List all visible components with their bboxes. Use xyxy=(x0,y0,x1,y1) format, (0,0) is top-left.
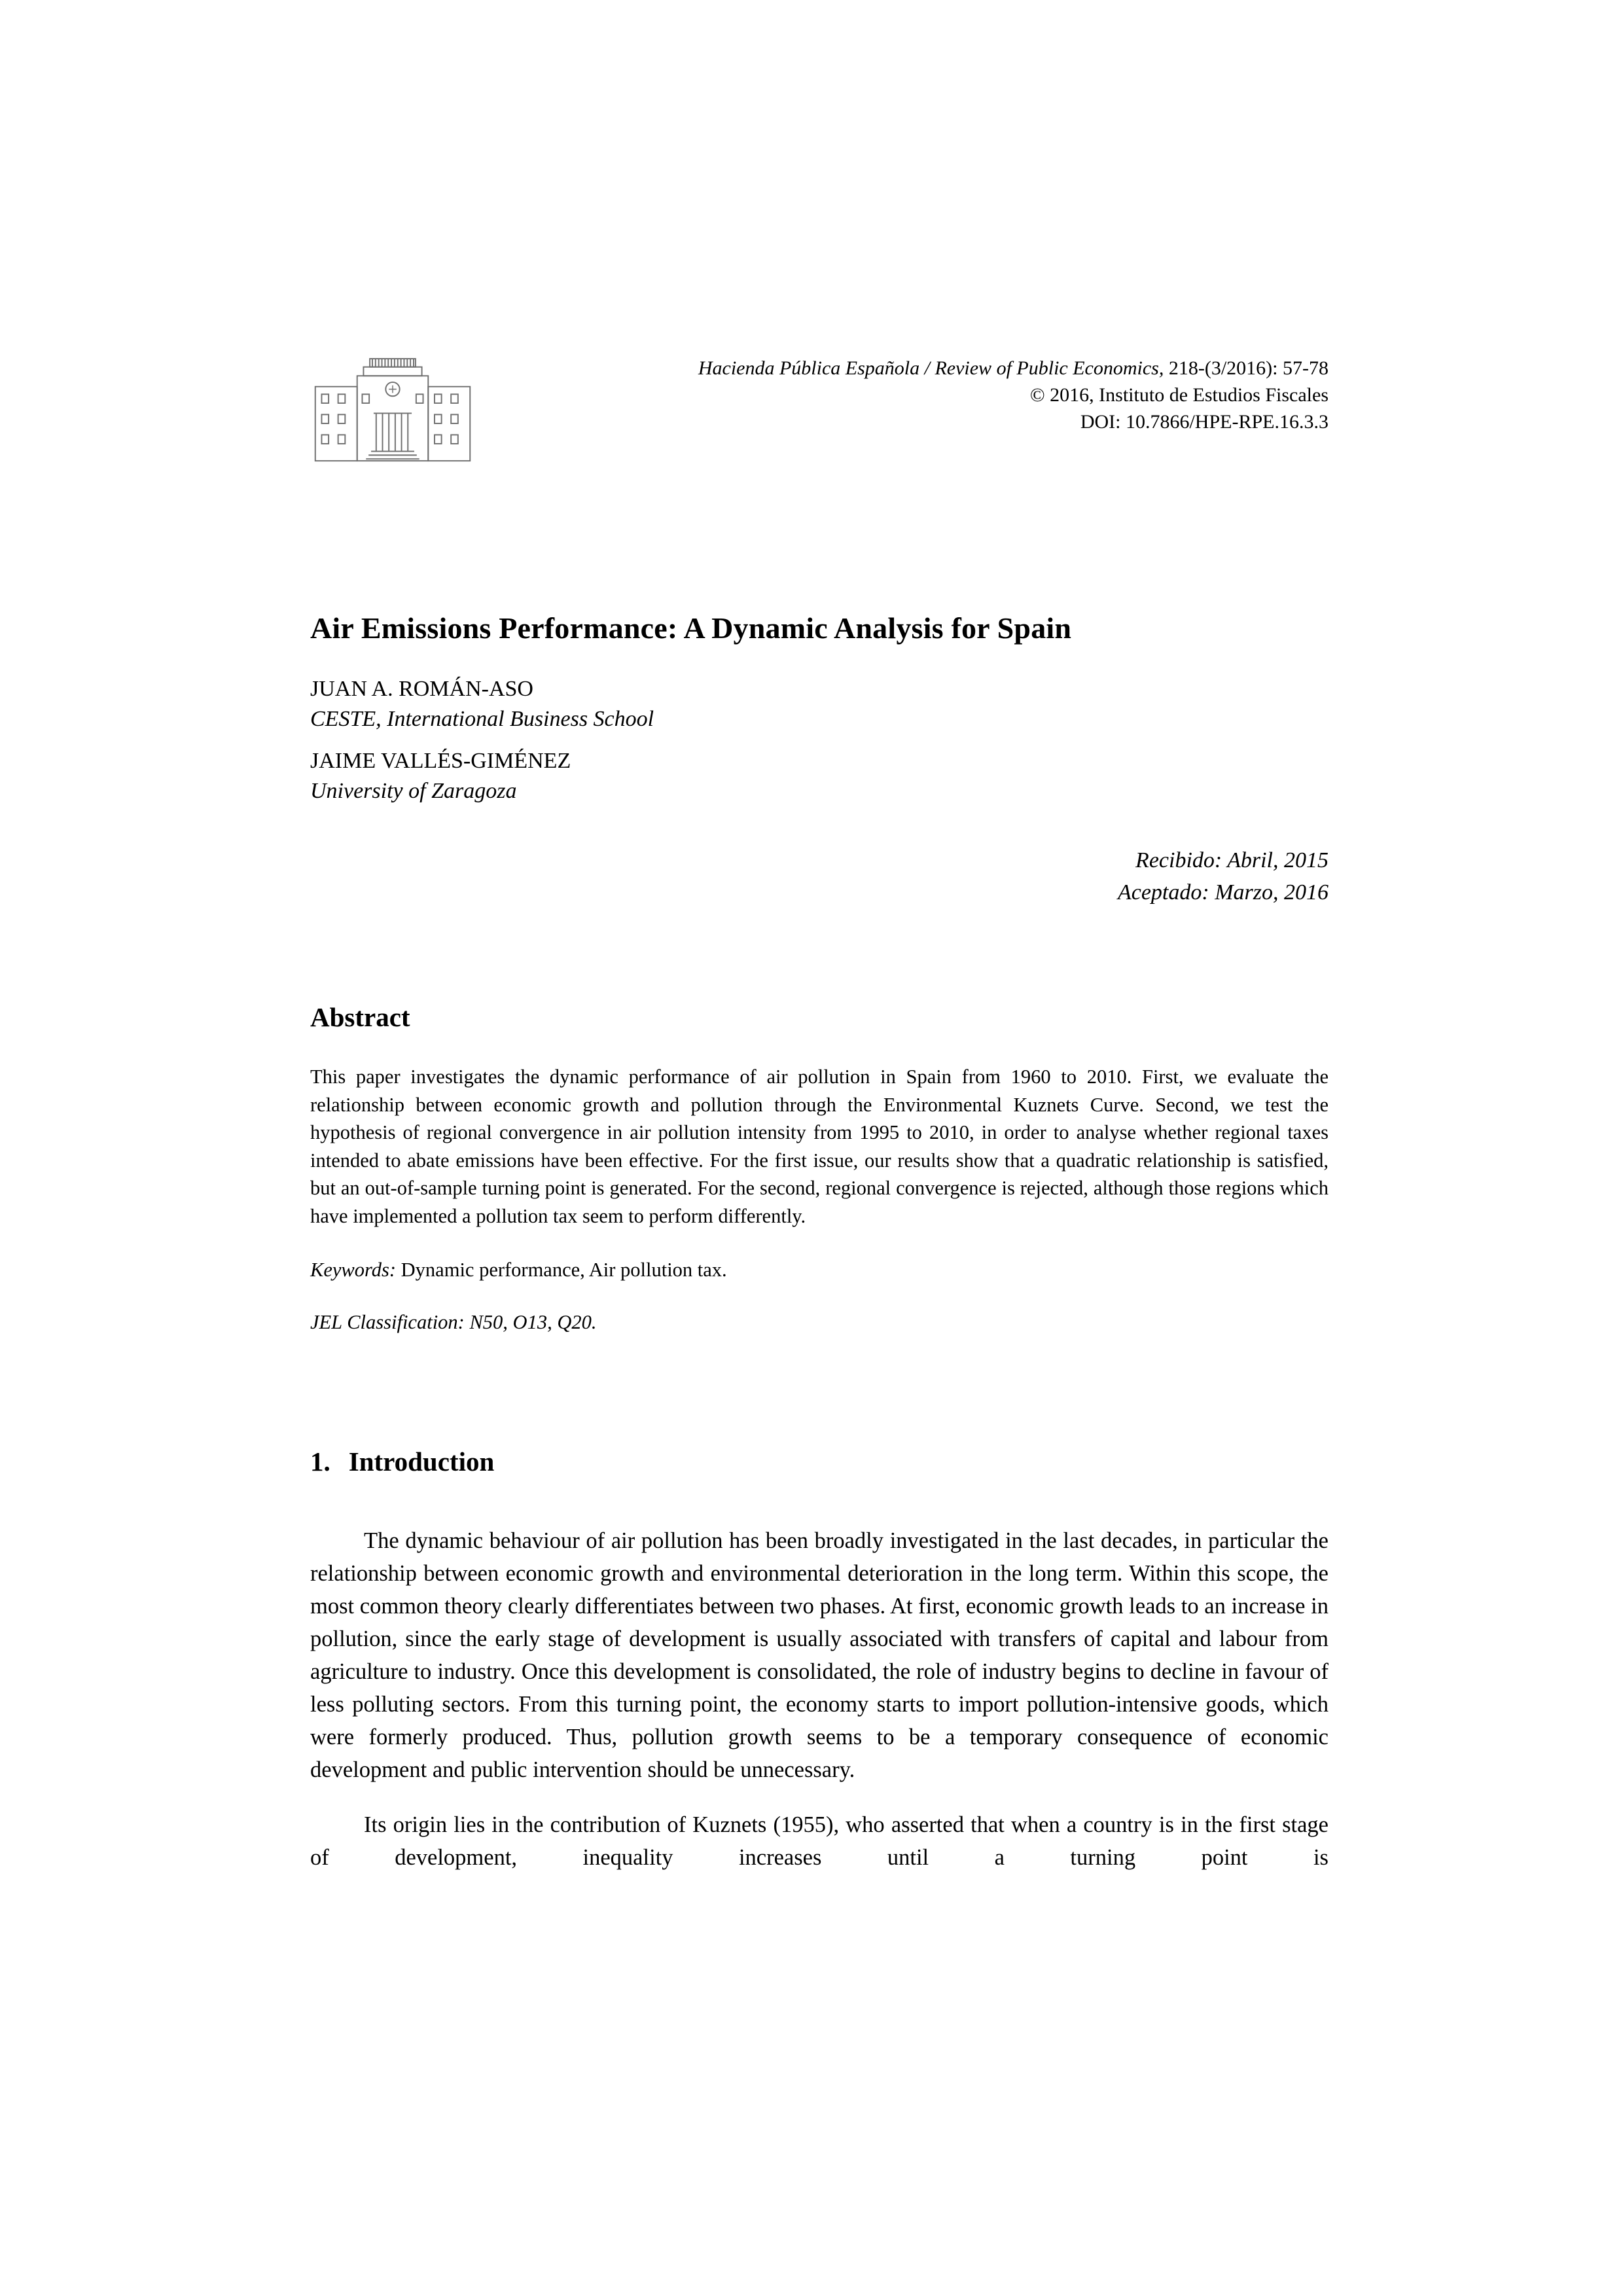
author-affiliation: CESTE, International Business School xyxy=(310,707,654,731)
accepted-date: Aceptado: Marzo, 2016 xyxy=(1117,880,1329,905)
author-2 xyxy=(310,746,1329,806)
keywords-line xyxy=(310,1256,1329,1283)
dates-block xyxy=(310,844,1329,908)
intro-paragraph-2: Its origin lies in the contribution of Kuznets (1955), who asserted that when a country is in the first stage of development, inequality increases until a turning point is xyxy=(310,1812,1329,1870)
doi-line: DOI: 10.7866/HPE-RPE.16.3.3 xyxy=(1080,411,1329,433)
journal-name: Hacienda Pública Española / Review of Public Economics, xyxy=(698,357,1164,379)
jel-classification-line: JEL Classification: N50, O13, Q20. xyxy=(310,1311,597,1333)
copyright-line: © 2016, Instituto de Estudios Fiscales xyxy=(1029,384,1329,406)
author-name: JUAN A. ROMÁN-ASO xyxy=(310,677,533,701)
abstract-heading: Abstract xyxy=(310,1002,410,1032)
page-content xyxy=(310,353,1329,1874)
journal-issue: 218-(3/2016): 57-78 xyxy=(1164,357,1329,379)
institute-building-logo xyxy=(310,356,475,471)
building-icon xyxy=(310,356,475,467)
section-number: 1. xyxy=(310,1446,330,1477)
intro-paragraph-1: The dynamic behaviour of air pollution has been broadly investigated in the last decades, in particular the relationship between economic growth and environmental deterioration in the long term. Within this scope, the most common theory clearly differentiates between two phases. At first, economic growth leads to an increase in pollution, since the early stage of development is usually associated with transfers of capital and labour from agriculture to industry. Once this development is consolidated, the role of industry begins to decline in favour of less polluting sectors. From this turning point, the economy starts to import pollution-intensive goods, which were formerly produced. Thus, pollution growth seems to be a temporary consequence of economic development and public intervention should be unnecessary. xyxy=(310,1528,1329,1782)
paper-title: Air Emissions Performance: A Dynamic Analysis for Spain xyxy=(310,611,1072,645)
author-1 xyxy=(310,674,1329,734)
journal-citation-line xyxy=(475,355,1329,382)
received-date: Recibido: Abril, 2015 xyxy=(1135,848,1329,872)
keywords-label: Keywords: xyxy=(310,1259,397,1281)
author-name: JAIME VALLÉS-GIMÉNEZ xyxy=(310,749,571,773)
keywords-text: Dynamic performance, Air pollution tax. xyxy=(396,1259,727,1281)
section-title: Introduction xyxy=(348,1446,495,1477)
journal-citation-block xyxy=(475,353,1329,435)
journal-header xyxy=(310,353,1329,471)
author-affiliation: University of Zaragoza xyxy=(310,779,517,803)
authors-block xyxy=(310,674,1329,806)
section-heading-introduction xyxy=(310,1446,1329,1477)
abstract-text: This paper investigates the dynamic performance of air pollution in Spain from 1960 to 2010. First, we evaluate the relationship between economic growth and pollution through the Environmental Kuznets Curve. Second, we test the hypothesis of regional convergence in air pollution intensity from 1995 to 2010, in order to analyse whether regional taxes intended to abate emissions have been effective. For the first issue, our results show that a quadratic relationship is satisfied, but an out-of-sample turning point is generated. For the second, regional convergence is rejected, although those regions which have implemented a pollution tax seem to perform differently. xyxy=(310,1066,1329,1227)
